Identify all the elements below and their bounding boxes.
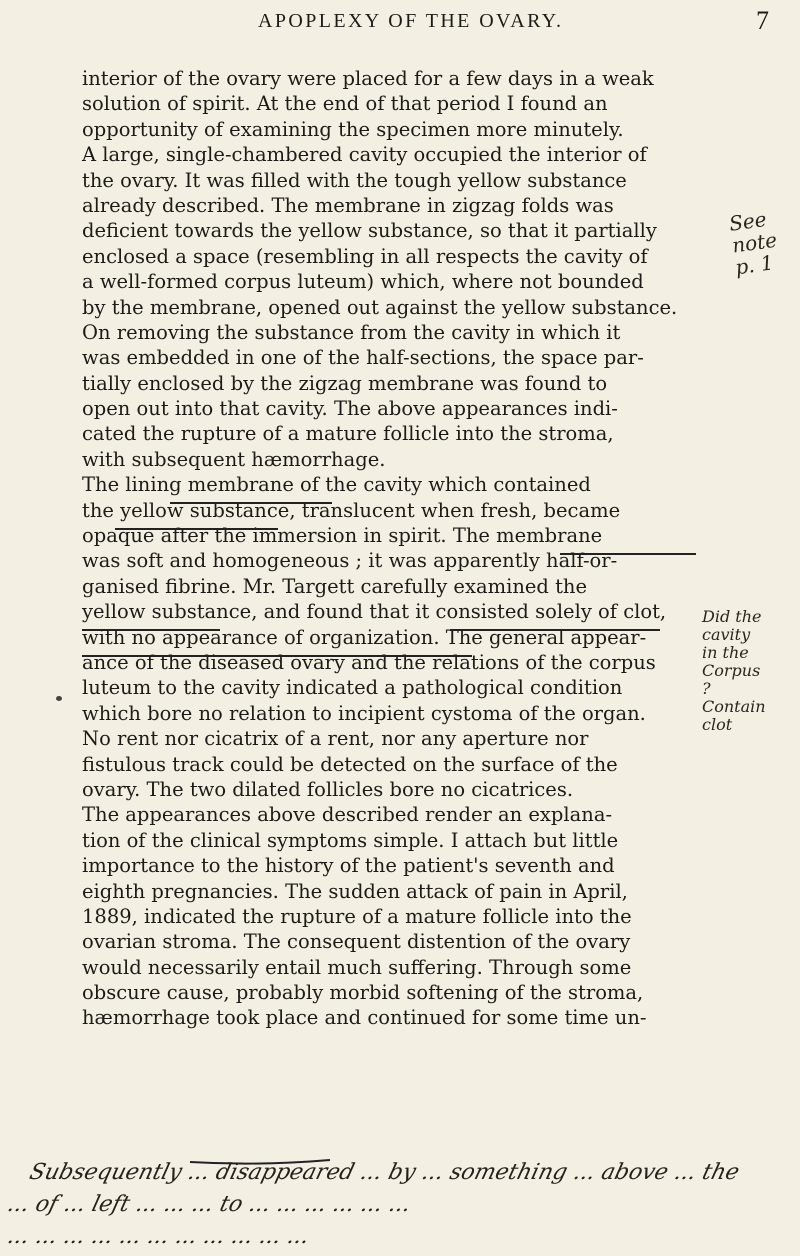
text-line: yellow substance, and found that it consisted solely of clot,	[82, 600, 667, 624]
text-line: was embedded in one of the half-sections, the space par-	[82, 346, 644, 370]
margin-note-word: cavity	[702, 625, 751, 644]
handwritten-line: ... of ... left ... ... ... to ... ... ... ... ... ...	[4, 1192, 414, 1217]
text-line: with no appearance of organization. The general appear-	[82, 625, 647, 649]
running-title: APOPLEXY OF THE OVARY.	[258, 10, 564, 32]
margin-note-word: p. 1	[733, 250, 775, 280]
page-number: 7	[756, 6, 769, 35]
handwritten-line: Subsequently ... disappeared ... by ... something ... above ... the	[26, 1160, 742, 1185]
text-line: 1889, indicated the rupture of a mature follicle into the	[82, 904, 632, 928]
margin-note-word: Contain	[702, 697, 766, 716]
text-line: fistulous track could be detected on the surface of the	[82, 752, 618, 776]
text-line: On removing the substance from the cavity in which it	[82, 320, 621, 344]
text-line: opaque after the immersion in spirit. The membrane	[82, 524, 603, 548]
text-line: interior of the ovary were placed for a few days in a weak	[82, 67, 654, 90]
text-line: The lining membrane of the cavity which contained	[82, 473, 591, 497]
margin-note-word: note	[730, 227, 779, 258]
text-line: open out into that cavity. The above appearances indi-	[82, 397, 618, 421]
margin-note-word: clot	[702, 715, 733, 734]
text-line: ganised fibrine. Mr. Targett carefully examined the	[82, 574, 588, 598]
text-line: the yellow substance, translucent when fresh, became	[82, 498, 621, 522]
text-line: deficient towards the yellow substance, so that it partially	[82, 219, 657, 243]
margin-note-word: Did the	[702, 607, 762, 626]
text-line: tially enclosed by the zigzag membrane was found to	[82, 371, 608, 395]
text-line: would necessarily entail much suffering. Through some	[82, 955, 632, 979]
text-line: hæmorrhage took place and continued for some time un-	[82, 1006, 647, 1030]
text-line: was soft and homogeneous ; it was apparently half-or-	[82, 549, 618, 573]
text-line: eighth pregnancies. The sudden attack of pain in April,	[82, 879, 628, 903]
text-line: ovary. The two dilated follicles bore no cicatrices.	[82, 777, 574, 801]
margin-note-1	[728, 204, 800, 279]
text-line: enclosed a space (resembling in all respects the cavity of	[82, 244, 648, 268]
text-line: obscure cause, probably morbid softening of the stroma,	[82, 981, 644, 1005]
margin-note-word: Corpus	[702, 661, 761, 680]
text-line: cated the rupture of a mature follicle into the stroma,	[82, 422, 614, 446]
margin-note-2	[702, 608, 800, 734]
text-line: A large, single-chambered cavity occupied the interior of	[82, 143, 647, 167]
handwritten-line: ... ... ... ... ... ... ... ... ... ... ...	[4, 1224, 312, 1249]
text-line: No rent nor cicatrix of a rent, nor any aperture nor	[82, 727, 589, 751]
text-line: ance of the diseased ovary and the relations of the corpus	[82, 650, 656, 674]
margin-note-word: ?	[702, 679, 711, 698]
handwritten-note	[0, 1140, 800, 1256]
text-line: luteum to the cavity indicated a pathological condition	[82, 676, 623, 700]
text-line: ovarian stroma. The consequent distention of the ovary	[82, 930, 631, 954]
text-line: importance to the history of the patient's seventh and	[82, 854, 615, 878]
text-line: by the membrane, opened out against the yellow substance.	[82, 295, 678, 319]
text-line: solution of spirit. At the end of that period I found an	[82, 92, 608, 116]
margin-note-word: in the	[702, 643, 749, 662]
text-line: The appearances above described render an explana-	[82, 803, 613, 827]
text-line: opportunity of examining the specimen more minutely.	[82, 117, 624, 141]
text-line: already described. The membrane in zigzag folds was	[82, 193, 614, 217]
text-line: a well-formed corpus luteum) which, where not bounded	[82, 270, 644, 294]
text-line: the ovary. It was filled with the tough yellow substance	[82, 168, 627, 192]
text-line: with subsequent hæmorrhage.	[82, 447, 386, 471]
margin-note-word: See	[727, 206, 768, 236]
text-line: which bore no relation to incipient cystoma of the organ.	[82, 701, 646, 725]
text-line: tion of the clinical symptoms simple. I attach but little	[82, 828, 619, 852]
